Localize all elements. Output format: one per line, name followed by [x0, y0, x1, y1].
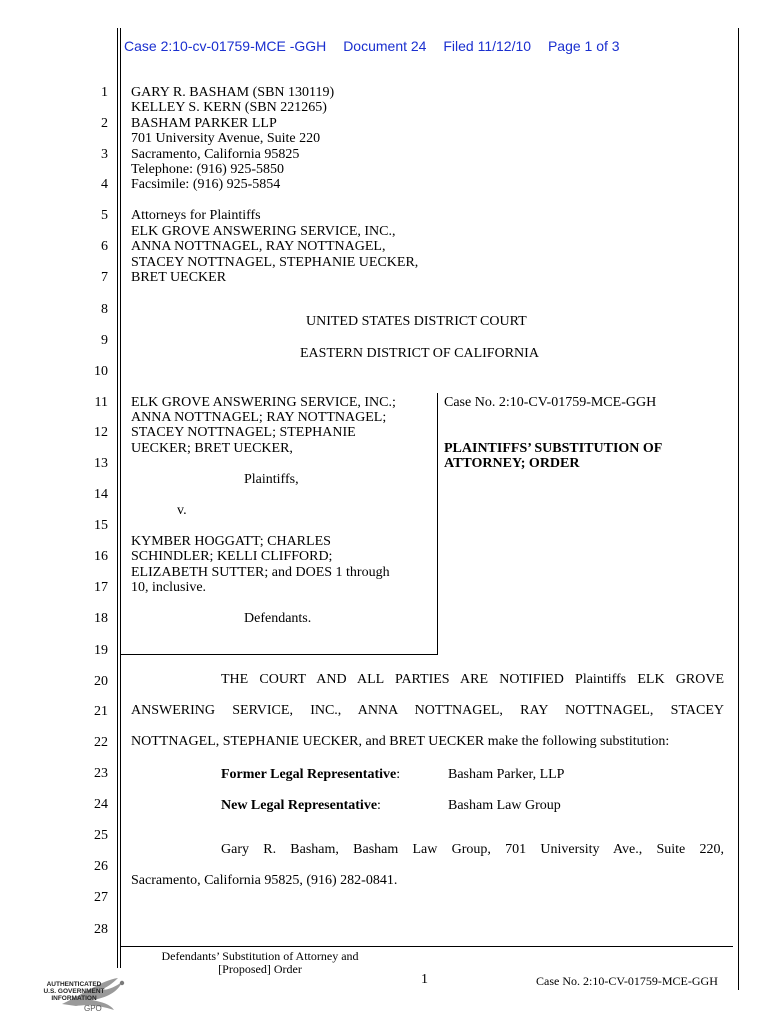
plaintiffs-label: Plaintiffs,	[244, 472, 299, 487]
line-number: 8	[101, 302, 108, 317]
defendants-line: SCHINDLER; KELLI CLIFFORD;	[131, 549, 333, 564]
line-number: 17	[94, 580, 108, 595]
header-case-number: Case 2:10-cv-01759-MCE -GGH	[124, 38, 327, 54]
line-number: 22	[94, 735, 108, 750]
left-margin-rule-outer	[117, 28, 118, 968]
counsel-line: Facsimile: (916) 925-5854	[131, 177, 281, 192]
footer-title-line: [Proposed] Order	[218, 962, 302, 976]
address-line: Gary R. Basham, Basham Law Group, 701 University Ave., Suite 220,	[221, 842, 724, 857]
footer-title-line: Defendants’ Substitution of Attorney and	[161, 949, 359, 963]
former-representative-colon: :	[396, 767, 401, 782]
line-number: 12	[94, 425, 108, 440]
attorneys-for-line: STACEY NOTTNAGEL, STEPHANIE UECKER,	[131, 255, 419, 270]
line-number: 10	[94, 364, 108, 379]
former-representative-label	[221, 767, 400, 782]
defendants-label: Defendants.	[244, 611, 312, 626]
line-number: 13	[94, 456, 108, 471]
former-representative-label-text: Former Legal Representative	[221, 767, 397, 782]
line-number: 24	[94, 797, 108, 812]
seal-gpo-mark: GPO	[84, 1004, 102, 1013]
line-number: 23	[94, 766, 108, 781]
new-representative-colon: :	[377, 798, 381, 813]
line-number: 26	[94, 859, 108, 874]
attorneys-for-line: ANNA NOTTNAGEL, RAY NOTTNAGEL,	[131, 239, 386, 254]
ecf-header	[124, 38, 633, 54]
plaintiffs-line: ELK GROVE ANSWERING SERVICE, INC.;	[131, 395, 396, 410]
line-number: 16	[94, 549, 108, 564]
line-number: 7	[101, 270, 108, 285]
court-district: EASTERN DISTRICT OF CALIFORNIA	[300, 346, 539, 361]
footer-case-number: Case No. 2:10-CV-01759-MCE-GGH	[536, 974, 718, 988]
line-number: 3	[101, 147, 108, 162]
line-number: 28	[94, 922, 108, 937]
new-representative-value: Basham Law Group	[448, 798, 561, 813]
plaintiffs-line: STACEY NOTTNAGEL; STEPHANIE	[131, 425, 356, 440]
footer-page-number: 1	[421, 972, 428, 987]
notice-line: ANSWERING SERVICE, INC., ANNA NOTTNAGEL, RAY NOTTNAGEL, STACEY	[131, 703, 724, 718]
seal-line: AUTHENTICATED	[46, 981, 102, 988]
line-number: 11	[94, 395, 108, 410]
gpo-authentication-seal	[40, 974, 130, 1018]
right-margin-rule	[738, 28, 739, 990]
attorneys-for-line: BRET UECKER	[131, 270, 227, 285]
plaintiffs-line: ANNA NOTTNAGEL; RAY NOTTNAGEL;	[131, 410, 387, 425]
line-number: 5	[101, 208, 108, 223]
line-number: 9	[101, 333, 108, 348]
defendants-line: ELIZABETH SUTTER; and DOES 1 through	[131, 565, 390, 580]
court-name: UNITED STATES DISTRICT COURT	[306, 314, 527, 329]
document-title-line: PLAINTIFFS’ SUBSTITUTION OF	[444, 441, 663, 456]
line-number: 15	[94, 518, 108, 533]
new-representative-label	[221, 798, 381, 813]
counsel-line: BASHAM PARKER LLP	[131, 116, 277, 131]
line-number: 19	[94, 643, 108, 658]
line-number: 6	[101, 239, 108, 254]
plaintiffs-line: UECKER; BRET UECKER,	[131, 441, 293, 456]
counsel-line: KELLEY S. KERN (SBN 221265)	[131, 100, 327, 115]
caption-case-number: Case No. 2:10-CV-01759-MCE-GGH	[444, 395, 657, 410]
defendants-line: 10, inclusive.	[131, 580, 207, 595]
counsel-line: 701 University Avenue, Suite 220	[131, 131, 321, 146]
notice-line: THE COURT AND ALL PARTIES ARE NOTIFIED Plaintiffs ELK GROVE	[221, 672, 724, 687]
footer-title	[150, 950, 370, 976]
seal-line: U.S. GOVERNMENT	[43, 988, 105, 995]
caption-divider	[437, 393, 438, 655]
counsel-line: Telephone: (916) 925-5850	[131, 162, 284, 177]
line-number: 21	[94, 704, 108, 719]
line-number: 1	[101, 85, 108, 100]
seal-line: INFORMATION	[51, 995, 97, 1002]
caption-bottom-rule	[121, 654, 438, 655]
address-line: Sacramento, California 95825, (916) 282-0841.	[131, 873, 398, 888]
line-number: 14	[94, 487, 108, 502]
line-number: 25	[94, 828, 108, 843]
line-number: 27	[94, 890, 108, 905]
header-filed-date: Filed 11/12/10	[443, 38, 532, 54]
defendants-line: KYMBER HOGGATT; CHARLES	[131, 534, 331, 549]
counsel-line: GARY R. BASHAM (SBN 130119)	[131, 85, 335, 100]
notice-line: NOTTNAGEL, STEPHANIE UECKER, and BRET UECKER make the following substitution:	[131, 734, 670, 749]
attorneys-for-line: Attorneys for Plaintiffs	[131, 208, 261, 223]
line-number: 2	[101, 116, 108, 131]
attorneys-for-line: ELK GROVE ANSWERING SERVICE, INC.,	[131, 224, 396, 239]
versus: v.	[177, 503, 187, 518]
line-number: 18	[94, 611, 108, 626]
left-margin-rule-inner	[120, 28, 121, 968]
new-representative-label-text: New Legal Representative	[221, 798, 378, 813]
footer-rule	[121, 946, 733, 947]
former-representative-value: Basham Parker, LLP	[448, 767, 565, 782]
line-number: 20	[94, 674, 108, 689]
line-number: 4	[101, 177, 108, 192]
header-document-number: Document 24	[343, 38, 427, 54]
counsel-line: Sacramento, California 95825	[131, 147, 300, 162]
header-page-count: Page 1 of 3	[547, 38, 620, 54]
document-title-line: ATTORNEY; ORDER	[444, 456, 580, 471]
